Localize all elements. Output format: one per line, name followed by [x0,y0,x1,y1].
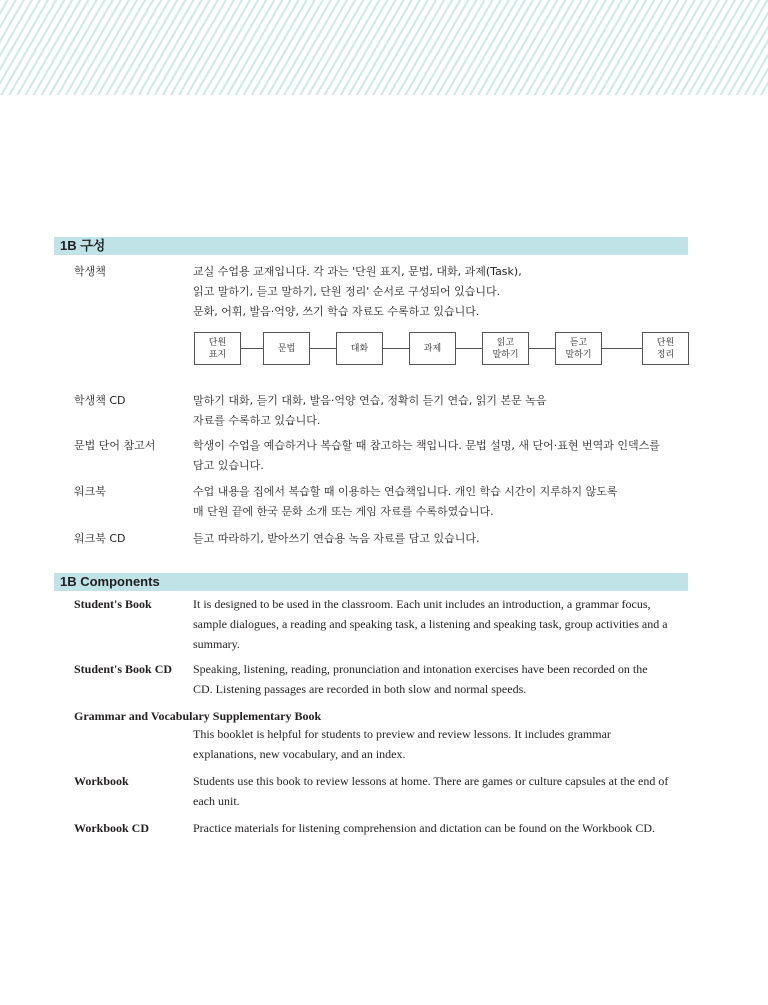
desc-line: 담고 있습니다. [193,459,264,472]
flow-connector [241,348,263,349]
en-row-label: Student's Book CD [74,662,173,676]
desc-line: 문화, 어휘, 발음·억양, 쓰기 학습 자료도 수록하고 있습니다. [193,305,480,318]
desc-line: 말하기 대화, 듣기 대화, 발음·억양 연습, 정확히 듣기 연습, 읽기 본문 녹음 [193,394,547,407]
en-row-description [193,594,683,654]
desc-line: each unit. [193,794,240,808]
desc-line: Speaking, listening, reading, pronunciation and intonation exercises have been recorded on the [193,662,648,676]
flow-connector [456,348,482,349]
section-header-english: 1B Components [54,573,688,591]
kr-row-description [193,391,683,431]
kr-row-label: 학생책 [74,265,106,278]
en-row-label: Workbook CD [74,821,150,835]
desc-line: 자료를 수록하고 있습니다. [193,414,321,427]
desc-line: 매 단원 끝에 한국 문화 소개 또는 게임 자료를 수록하였습니다. [193,505,494,518]
flow-box-listen-speak: 듣고 말하기 [555,332,602,365]
en-row-label: Student's Book [74,597,152,611]
desc-line: Practice materials for listening comprehension and dictation can be found on the Workbook CD. [193,821,656,835]
kr-row-description [193,482,683,522]
desc-line: Students use this book to review lessons at home. There are games or culture capsules at the end of [193,774,669,788]
desc-line: This booklet is helpful for students to preview and review lessons. It includes grammar [193,727,611,741]
flow-connector [383,348,409,349]
flow-box-grammar: 문법 [263,332,310,365]
flow-connector [529,348,555,349]
section-header-korean: 1B 구성 [54,237,688,255]
kr-row-label: 문법 단어 참고서 [74,439,156,452]
kr-row-description [193,529,683,549]
desc-line: 읽고 말하기, 듣고 말하기, 단원 정리' 순서로 구성되어 있습니다. [193,285,501,298]
en-row-description [193,724,683,764]
en-row-description [193,818,683,838]
kr-row-label: 워크북 [74,485,106,498]
desc-line: 듣고 따라하기, 받아쓰기 연습용 녹음 자료를 담고 있습니다. [193,532,480,545]
en-row-description [193,659,683,699]
en-row-label: Grammar and Vocabulary Supplementary Book [74,709,322,723]
desc-line: sample dialogues, a reading and speaking task, a listening and speaking task, group activities and a [193,617,668,631]
flow-box-unit-cover: 단원 표지 [194,332,241,365]
unit-structure-flow [194,332,690,366]
en-row-label: Workbook [74,774,129,788]
decorative-stripe-band [0,0,768,95]
flow-box-dialogue: 대화 [336,332,383,365]
flow-connector [310,348,336,349]
desc-line: summary. [193,637,240,651]
desc-line: CD. Listening passages are recorded in both slow and normal speeds. [193,682,527,696]
flow-box-read-speak: 읽고 말하기 [482,332,529,365]
flow-connector [602,348,642,349]
kr-row-description [193,262,683,322]
kr-row-description [193,436,683,476]
desc-line: explanations, new vocabulary, and an index. [193,747,406,761]
desc-line: It is designed to be used in the classroom. Each unit includes an introduction, a grammar focus, [193,597,651,611]
desc-line: 학생이 수업을 예습하거나 복습할 때 참고하는 책입니다. 문법 설명, 새 단어·표현 번역과 인덱스를 [193,439,660,452]
en-row-description [193,771,683,811]
flow-box-task: 과제 [409,332,456,365]
kr-row-label: 워크북 CD [74,532,126,545]
desc-line: 수업 내용을 집에서 복습할 때 이용하는 연습책입니다. 개인 학습 시간이 지루하지 않도록 [193,485,618,498]
desc-line: 교실 수업용 교재입니다. 각 과는 '단원 표지, 문법, 대화, 과제(Task), [193,265,522,278]
flow-box-unit-summary: 단원 정리 [642,332,689,365]
kr-row-label: 학생책 CD [74,394,126,407]
